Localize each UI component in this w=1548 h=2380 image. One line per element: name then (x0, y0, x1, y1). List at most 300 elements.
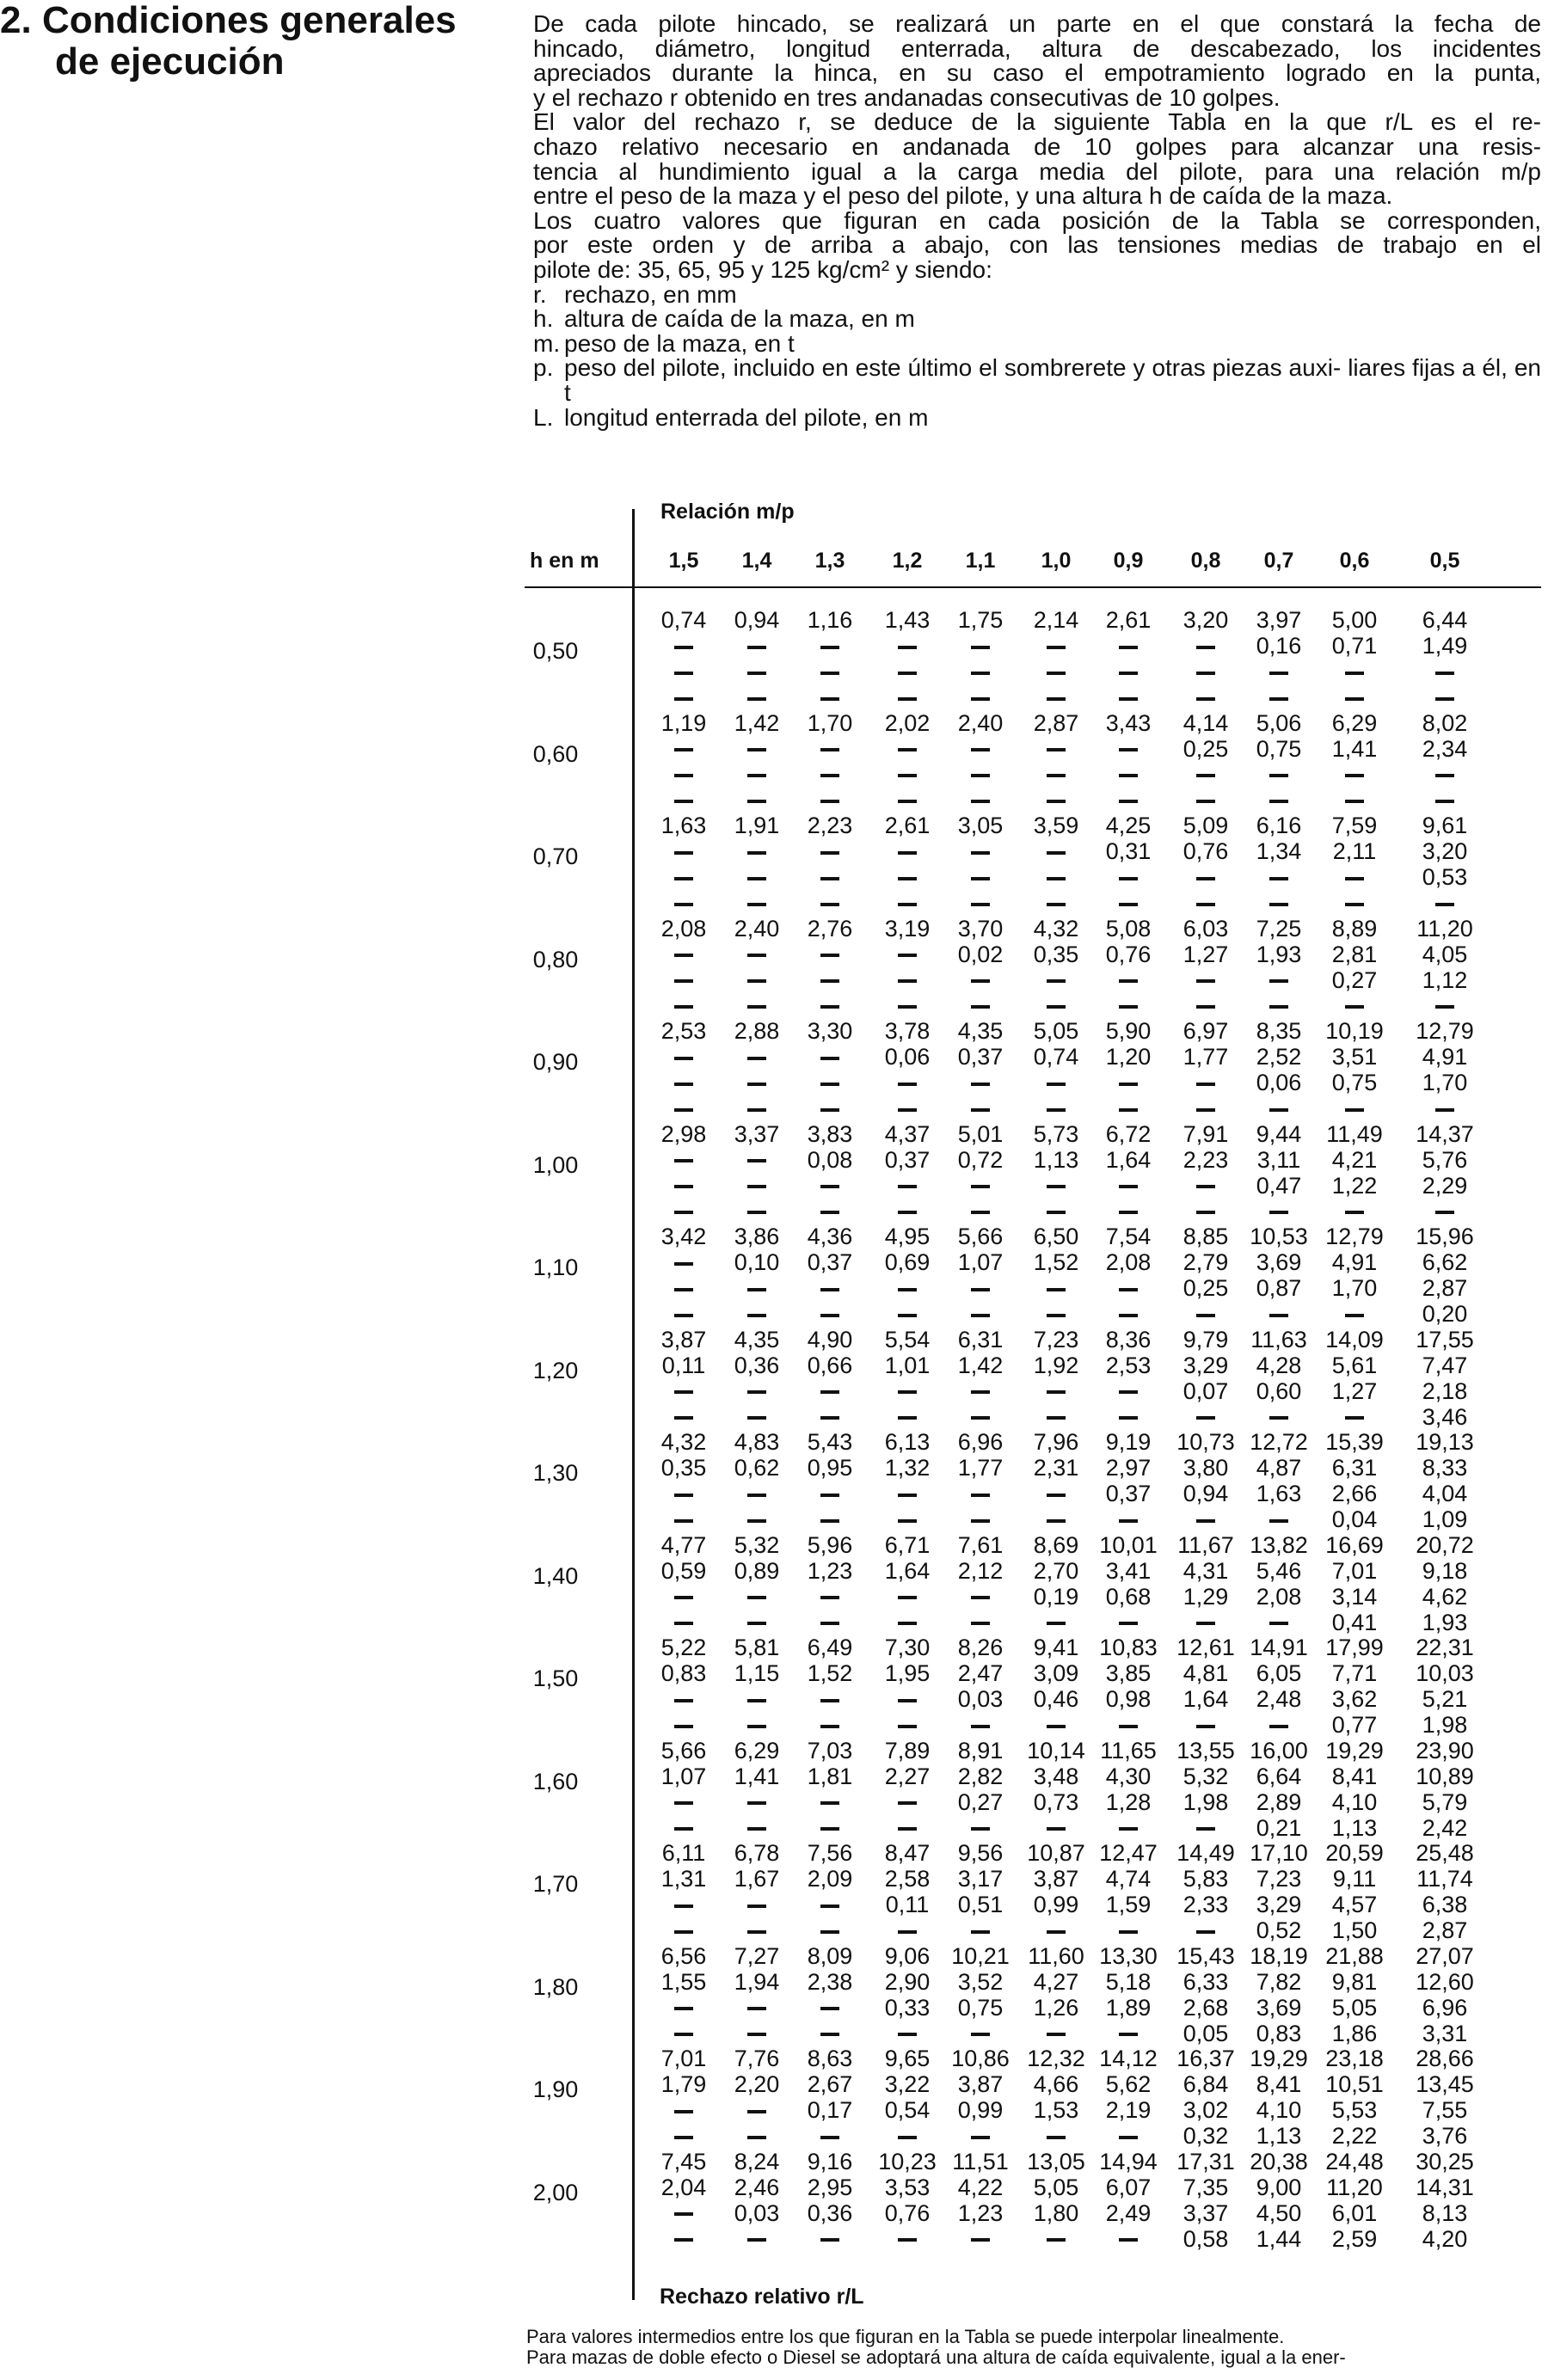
table-cell: 0,47 (1256, 1172, 1302, 1199)
dash-cell (1016, 1173, 1096, 1199)
table-cell: 13,55 (1176, 1737, 1235, 1764)
dash-cell (643, 838, 724, 864)
dash-mark (1119, 1288, 1138, 1291)
dash-cell (867, 967, 948, 993)
table-cell: 0,51 (957, 1892, 1004, 1917)
table-cell: 0,71 (1331, 633, 1378, 659)
dash-cell (867, 1686, 948, 1712)
dash-cell (940, 993, 1021, 1019)
table-cell: 1,23 (807, 1557, 853, 1584)
dash-cell (1314, 762, 1395, 788)
table-cell: 0,03 (734, 2199, 780, 2226)
table-cell: 0,20 (1422, 1301, 1468, 1327)
table-cell: 0,60 (1256, 1377, 1302, 1404)
table-cell: 5,05 (1331, 1994, 1378, 2021)
dash-mark (674, 1622, 693, 1625)
dash-cell (1404, 684, 1485, 710)
dash-cell (716, 2123, 797, 2149)
dash-mark (1196, 877, 1215, 880)
table-cell: 12,47 (1099, 1840, 1158, 1866)
table-cell: 0,17 (807, 2097, 853, 2123)
table-cell: 2,38 (807, 1968, 853, 1995)
dash-mark (820, 1416, 839, 1420)
dash-mark (820, 1185, 839, 1188)
table-cell: 14,37 (1416, 1120, 1474, 1147)
dash-cell (643, 2123, 724, 2149)
table-cell: 11,20 (1416, 915, 1473, 942)
dash-cell (940, 1404, 1021, 1430)
table-cell: 0,83 (1256, 2020, 1302, 2046)
dash-mark (674, 1519, 693, 1523)
dash-cell (716, 1610, 797, 1635)
table-cell: 3,53 (884, 2174, 931, 2200)
dash-mark (971, 1596, 990, 1599)
table-cell: 9,18 (1422, 1557, 1468, 1584)
table-cell: 2,53 (660, 1018, 707, 1044)
table-cell: 0,73 (1033, 1788, 1079, 1815)
table-cell: 10,51 (1325, 2071, 1384, 2097)
table-cell: 1,63 (660, 813, 707, 838)
dash-cell (940, 762, 1021, 788)
dash-mark (1345, 1108, 1364, 1112)
dash-cell (643, 2021, 724, 2046)
dash-mark (898, 1390, 917, 1394)
body-line: entre el peso de la maza y el peso del pilote, y una altura h de caída de la maza. (533, 182, 1393, 210)
dash-mark (747, 1827, 766, 1831)
h-value-label: 1,10 (532, 1254, 579, 1280)
table-cell: 6,11 (661, 1840, 706, 1866)
dash-cell (643, 1095, 724, 1121)
dash-cell (643, 1199, 724, 1224)
dash-mark (674, 1262, 693, 1266)
table-cell: 5,00 (1331, 607, 1378, 633)
table-cell: 0,27 (1331, 966, 1378, 993)
table-cell: 5,43 (807, 1429, 853, 1455)
dash-mark (820, 851, 839, 855)
table-cell: 4,83 (734, 1429, 780, 1455)
dash-cell (643, 762, 724, 788)
dash-cell (789, 633, 870, 659)
dash-cell (1165, 684, 1246, 710)
table-cell: 2,08 (1256, 1583, 1302, 1610)
dash-cell (867, 1404, 948, 1430)
dash-mark (1119, 1827, 1138, 1831)
table-cell: 3,87 (957, 2071, 1004, 2097)
column-header: 0,6 (1339, 549, 1370, 573)
dash-mark (674, 1057, 693, 1060)
dash-cell (1314, 684, 1395, 710)
dash-mark (1119, 1005, 1138, 1009)
table-cell: 16,00 (1250, 1737, 1308, 1764)
dash-cell (716, 1378, 797, 1404)
table-cell: 8,41 (1256, 2071, 1302, 2097)
table-cell: 12,79 (1325, 1224, 1384, 1249)
table-vertical-rule (632, 509, 635, 2300)
dash-mark (1269, 1622, 1288, 1625)
table-cell: 5,53 (1331, 2097, 1378, 2123)
table-cell: 22,31 (1416, 1635, 1474, 1660)
table-cell: 3,19 (884, 915, 931, 942)
dash-cell (643, 1995, 724, 2021)
dash-cell (1088, 1095, 1169, 1121)
table-cell: 6,72 (1105, 1120, 1152, 1147)
dash-mark (1196, 1827, 1215, 1831)
table-cell: 7,96 (1033, 1429, 1079, 1455)
definition-symbol: L. (533, 403, 554, 431)
dash-mark (820, 748, 839, 751)
dash-mark (820, 1827, 839, 1831)
dash-mark (971, 697, 990, 701)
dash-cell (1016, 1404, 1096, 1430)
dash-cell (867, 1815, 948, 1841)
dash-cell (716, 1481, 797, 1506)
table-cell: 6,44 (1422, 607, 1468, 633)
table-cell: 1,07 (660, 1763, 707, 1789)
dash-mark (820, 2007, 839, 2010)
table-cell: 7,89 (884, 1737, 931, 1764)
table-cell: 3,41 (1105, 1557, 1152, 1584)
dash-cell (1314, 1199, 1395, 1224)
dash-cell (789, 1995, 870, 2021)
table-cell: 8,13 (1422, 2199, 1468, 2226)
table-cell: 6,07 (1105, 2174, 1152, 2200)
table-cell: 0,74 (660, 607, 707, 633)
table-cell: 1,34 (1256, 838, 1302, 864)
dash-mark (898, 851, 917, 855)
dash-cell (940, 633, 1021, 659)
table-cell: 2,88 (734, 1018, 780, 1044)
dash-mark (674, 646, 693, 649)
dash-mark (1269, 1725, 1288, 1728)
table-cell: 4,22 (957, 2174, 1004, 2200)
table-cell: 1,63 (1256, 1481, 1302, 1506)
table-cell: 0,75 (1256, 735, 1302, 762)
dash-mark (747, 877, 766, 880)
table-cell: 5,61 (1331, 1352, 1378, 1378)
dash-cell (940, 788, 1021, 813)
dash-mark (674, 800, 693, 803)
table-cell: 3,62 (1331, 1686, 1378, 1712)
dash-mark (674, 1725, 693, 1728)
table-cell: 12,72 (1250, 1429, 1308, 1455)
table-cell: 2,87 (1033, 709, 1079, 736)
definition-symbol: p. (533, 354, 554, 382)
dash-cell (643, 2200, 724, 2226)
dash-mark (1119, 1519, 1138, 1523)
dash-cell (1088, 1275, 1169, 1301)
dash-cell (643, 1584, 724, 1610)
table-cell: 4,10 (1331, 1788, 1378, 1815)
body-line: y el rechazo r obtenido en tres andanadas consecutivas de 10 golpes. (533, 83, 1281, 111)
body-line: Los cuatro valores que figuran en cada posición de la Tabla se corresponden, (533, 206, 1541, 234)
table-cell: 8,02 (1422, 709, 1468, 736)
table-cell: 1,42 (734, 709, 780, 736)
table-cell: 2,08 (1105, 1249, 1152, 1275)
dash-mark (1345, 1211, 1364, 1214)
table-cell: 1,92 (1033, 1352, 1079, 1378)
dash-cell (1088, 788, 1169, 813)
dash-mark (1345, 1416, 1364, 1420)
table-cell: 2,89 (1256, 1788, 1302, 1815)
dash-cell (789, 2226, 870, 2252)
table-group-header: Relación m/p (660, 500, 795, 524)
dash-mark (1119, 1083, 1138, 1086)
table-cell: 20,59 (1325, 1840, 1384, 1866)
table-cell: 2,49 (1105, 2199, 1152, 2226)
table-cell: 0,54 (884, 2097, 931, 2123)
dash-cell (716, 838, 797, 864)
table-cell: 10,86 (951, 2046, 1010, 2071)
dash-mark (674, 1494, 693, 1497)
table-cell: 2,14 (1033, 607, 1079, 633)
table-cell: 6,05 (1256, 1660, 1302, 1686)
h-value-label: 0,70 (532, 843, 579, 869)
dash-mark (1047, 2238, 1066, 2242)
dash-mark (1345, 800, 1364, 803)
dash-cell (1165, 890, 1246, 916)
dash-mark (971, 774, 990, 777)
table-cell: 1,70 (1331, 1275, 1378, 1301)
section-number: 2. (0, 0, 32, 41)
definition-item (533, 403, 1541, 431)
table-cell: 8,36 (1105, 1326, 1152, 1353)
dash-mark (1269, 1108, 1288, 1112)
dash-mark (971, 1185, 990, 1188)
dash-mark (1345, 774, 1364, 777)
dash-mark (1119, 2238, 1138, 2242)
table-cell: 13,30 (1099, 1942, 1158, 1969)
dash-cell (867, 1712, 948, 1738)
table-cell: 0,31 (1105, 838, 1152, 864)
dash-mark (820, 2033, 839, 2036)
table-cell: 0,07 (1182, 1377, 1229, 1404)
table-cell: 9,00 (1256, 2174, 1302, 2200)
table-cell: 19,13 (1416, 1429, 1474, 1455)
dash-cell (1016, 633, 1096, 659)
column-header: 0,9 (1113, 549, 1144, 573)
table-cell: 1,89 (1105, 1994, 1152, 2021)
table-cell: 2,61 (1105, 607, 1152, 633)
dash-mark (820, 877, 839, 880)
dash-mark (1345, 877, 1364, 880)
body-line: pilote de: 35, 65, 95 y 125 kg/cm² y siendo: (533, 255, 992, 283)
table-cell: 0,21 (1256, 1814, 1302, 1841)
dash-cell (1314, 788, 1395, 813)
dash-cell (1088, 633, 1169, 659)
dash-cell (643, 1506, 724, 1532)
dash-mark (747, 1005, 766, 1009)
body-text (533, 12, 1541, 430)
table-cell: 0,10 (734, 1249, 780, 1275)
dash-cell (1238, 684, 1319, 710)
table-cell: 1,41 (734, 1763, 780, 1789)
dash-cell (940, 1301, 1021, 1327)
dash-cell (1165, 788, 1246, 813)
table-cell: 20,38 (1250, 2148, 1308, 2175)
table-cell: 14,49 (1176, 1840, 1235, 1866)
table-cell: 8,69 (1033, 1531, 1079, 1558)
dash-mark (1196, 1108, 1215, 1112)
dash-cell (1165, 1610, 1246, 1635)
dash-mark (674, 877, 693, 880)
dash-mark (820, 1519, 839, 1523)
table-cell: 2,87 (1422, 1917, 1468, 1943)
body-line: El valor del rechazo r, se deduce de la siguiente Tabla en la que r/L es el re- (533, 108, 1541, 136)
table-cell: 0,37 (807, 1249, 853, 1275)
dash-mark (1047, 2033, 1066, 2036)
h-value-label: 0,80 (532, 946, 579, 972)
dash-cell (1314, 1095, 1395, 1121)
dash-cell (940, 1506, 1021, 1532)
table-cell: 8,09 (807, 1942, 853, 1969)
dash-cell (1088, 864, 1169, 890)
table-cell: 2,12 (957, 1557, 1004, 1584)
dash-mark (898, 1930, 917, 1934)
table-cell: 0,37 (884, 1146, 931, 1173)
table-cell: 4,90 (807, 1326, 853, 1353)
dash-cell (940, 838, 1021, 864)
table-cell: 5,79 (1422, 1788, 1468, 1815)
table-cell: 0,52 (1256, 1917, 1302, 1943)
dash-mark (1196, 774, 1215, 777)
table-cell: 6,96 (957, 1429, 1004, 1455)
dash-cell (1016, 1199, 1096, 1224)
dash-mark (898, 1211, 917, 1214)
dash-cell (867, 1070, 948, 1095)
dash-cell (1238, 967, 1319, 993)
dash-cell (716, 1147, 797, 1173)
column-header: 1,0 (1041, 549, 1072, 573)
dash-mark (1196, 979, 1215, 983)
dash-cell (1404, 659, 1485, 684)
dash-cell (1016, 788, 1096, 813)
definition-item (533, 329, 1541, 357)
table-cell: 0,41 (1331, 1609, 1378, 1635)
dash-mark (674, 1108, 693, 1112)
dash-mark (1435, 903, 1454, 906)
table-cell: 17,31 (1176, 2148, 1235, 2175)
dash-mark (747, 2033, 766, 2036)
definition-text: altura de caída de la maza, en m (564, 305, 915, 333)
table-cell: 3,29 (1182, 1352, 1229, 1378)
table-cell: 27,07 (1416, 1942, 1474, 1969)
dash-cell (940, 1815, 1021, 1841)
dash-mark (674, 903, 693, 906)
dash-cell (1165, 1404, 1246, 1430)
dash-cell (940, 1378, 1021, 1404)
table-cell: 2,47 (957, 1660, 1004, 1686)
dash-mark (1119, 748, 1138, 751)
dash-mark (674, 1596, 693, 1599)
dash-cell (1016, 762, 1096, 788)
dash-cell (940, 1173, 1021, 1199)
table-cell: 3,86 (734, 1224, 780, 1249)
table-cell: 0,68 (1105, 1583, 1152, 1610)
dash-cell (1165, 1917, 1246, 1943)
dash-cell (789, 1917, 870, 1943)
table-cell: 7,82 (1256, 1968, 1302, 1995)
table-cell: 1,16 (807, 607, 853, 633)
table-cell: 1,79 (660, 2071, 707, 2097)
table-cell: 4,14 (1182, 709, 1229, 736)
table-cell: 1,27 (1331, 1377, 1378, 1404)
dash-mark (971, 979, 990, 983)
table-cell: 0,36 (734, 1352, 780, 1378)
h-value-label: 1,60 (532, 1768, 579, 1794)
table-footer-label: Rechazo relativo r/L (660, 2285, 864, 2309)
dash-cell (1016, 1275, 1096, 1301)
dash-cell (789, 1584, 870, 1610)
dash-mark (898, 1416, 917, 1420)
table-cell: 3,43 (1105, 709, 1152, 736)
table-cell: 1,77 (957, 1455, 1004, 1481)
dash-cell (643, 1610, 724, 1635)
dash-mark (898, 1827, 917, 1831)
table-cell: 3,22 (884, 2071, 931, 2097)
table-cell: 4,31 (1182, 1557, 1229, 1584)
dash-mark (1047, 697, 1066, 701)
dash-mark (747, 1596, 766, 1599)
table-cell: 3,78 (884, 1018, 931, 1044)
dash-mark (674, 1699, 693, 1702)
dash-mark (1047, 1622, 1066, 1625)
table-cell: 5,66 (660, 1737, 707, 1764)
dash-cell (1088, 736, 1169, 762)
dash-cell (643, 1070, 724, 1095)
table-cell: 5,73 (1033, 1120, 1079, 1147)
dash-mark (1047, 1005, 1066, 1009)
column-header: 1,3 (814, 549, 845, 573)
dash-cell (716, 2226, 797, 2252)
dash-mark (674, 748, 693, 751)
dash-mark (1435, 697, 1454, 701)
dash-mark (971, 903, 990, 906)
definition-text: peso del pilote, incluido en este último el sombrerete y otras piezas auxi- liares fijas a él, en t (564, 354, 1541, 406)
dash-cell (1016, 967, 1096, 993)
table-cell: 0,04 (1331, 1506, 1378, 1532)
table-cell: 2,20 (734, 2071, 780, 2097)
dash-cell (789, 1610, 870, 1635)
table-cell: 5,05 (1033, 1018, 1079, 1044)
dash-cell (1088, 684, 1169, 710)
table-cell: 4,77 (660, 1531, 707, 1558)
h-value-label: 1,90 (532, 2076, 579, 2102)
dash-cell (1404, 762, 1485, 788)
table-cell: 0,03 (957, 1686, 1004, 1712)
table-cell: 12,32 (1027, 2046, 1085, 2071)
dash-cell (789, 942, 870, 967)
table-cell: 2,70 (1033, 1557, 1079, 1584)
dash-mark (820, 1596, 839, 1599)
table-cell: 1,64 (884, 1557, 931, 1584)
dash-mark (898, 774, 917, 777)
table-cell: 1,55 (660, 1968, 707, 1995)
dash-mark (747, 1159, 766, 1162)
table-cell: 24,48 (1325, 2148, 1384, 2175)
h-value-label: 1,20 (532, 1357, 579, 1383)
dash-mark (1119, 1930, 1138, 1934)
dash-cell (1314, 1301, 1395, 1327)
table-cell: 3,48 (1033, 1763, 1079, 1789)
table-cell: 6,29 (1331, 709, 1378, 736)
column-header: 1,4 (741, 549, 772, 573)
table-cell: 1,59 (1105, 1892, 1152, 1917)
table-cell: 5,76 (1422, 1146, 1468, 1173)
definition-text: longitud enterrada del pilote, en m (564, 403, 929, 431)
table-cell: 3,83 (807, 1120, 853, 1147)
dash-mark (898, 2136, 917, 2139)
table-cell: 3,09 (1033, 1660, 1079, 1686)
